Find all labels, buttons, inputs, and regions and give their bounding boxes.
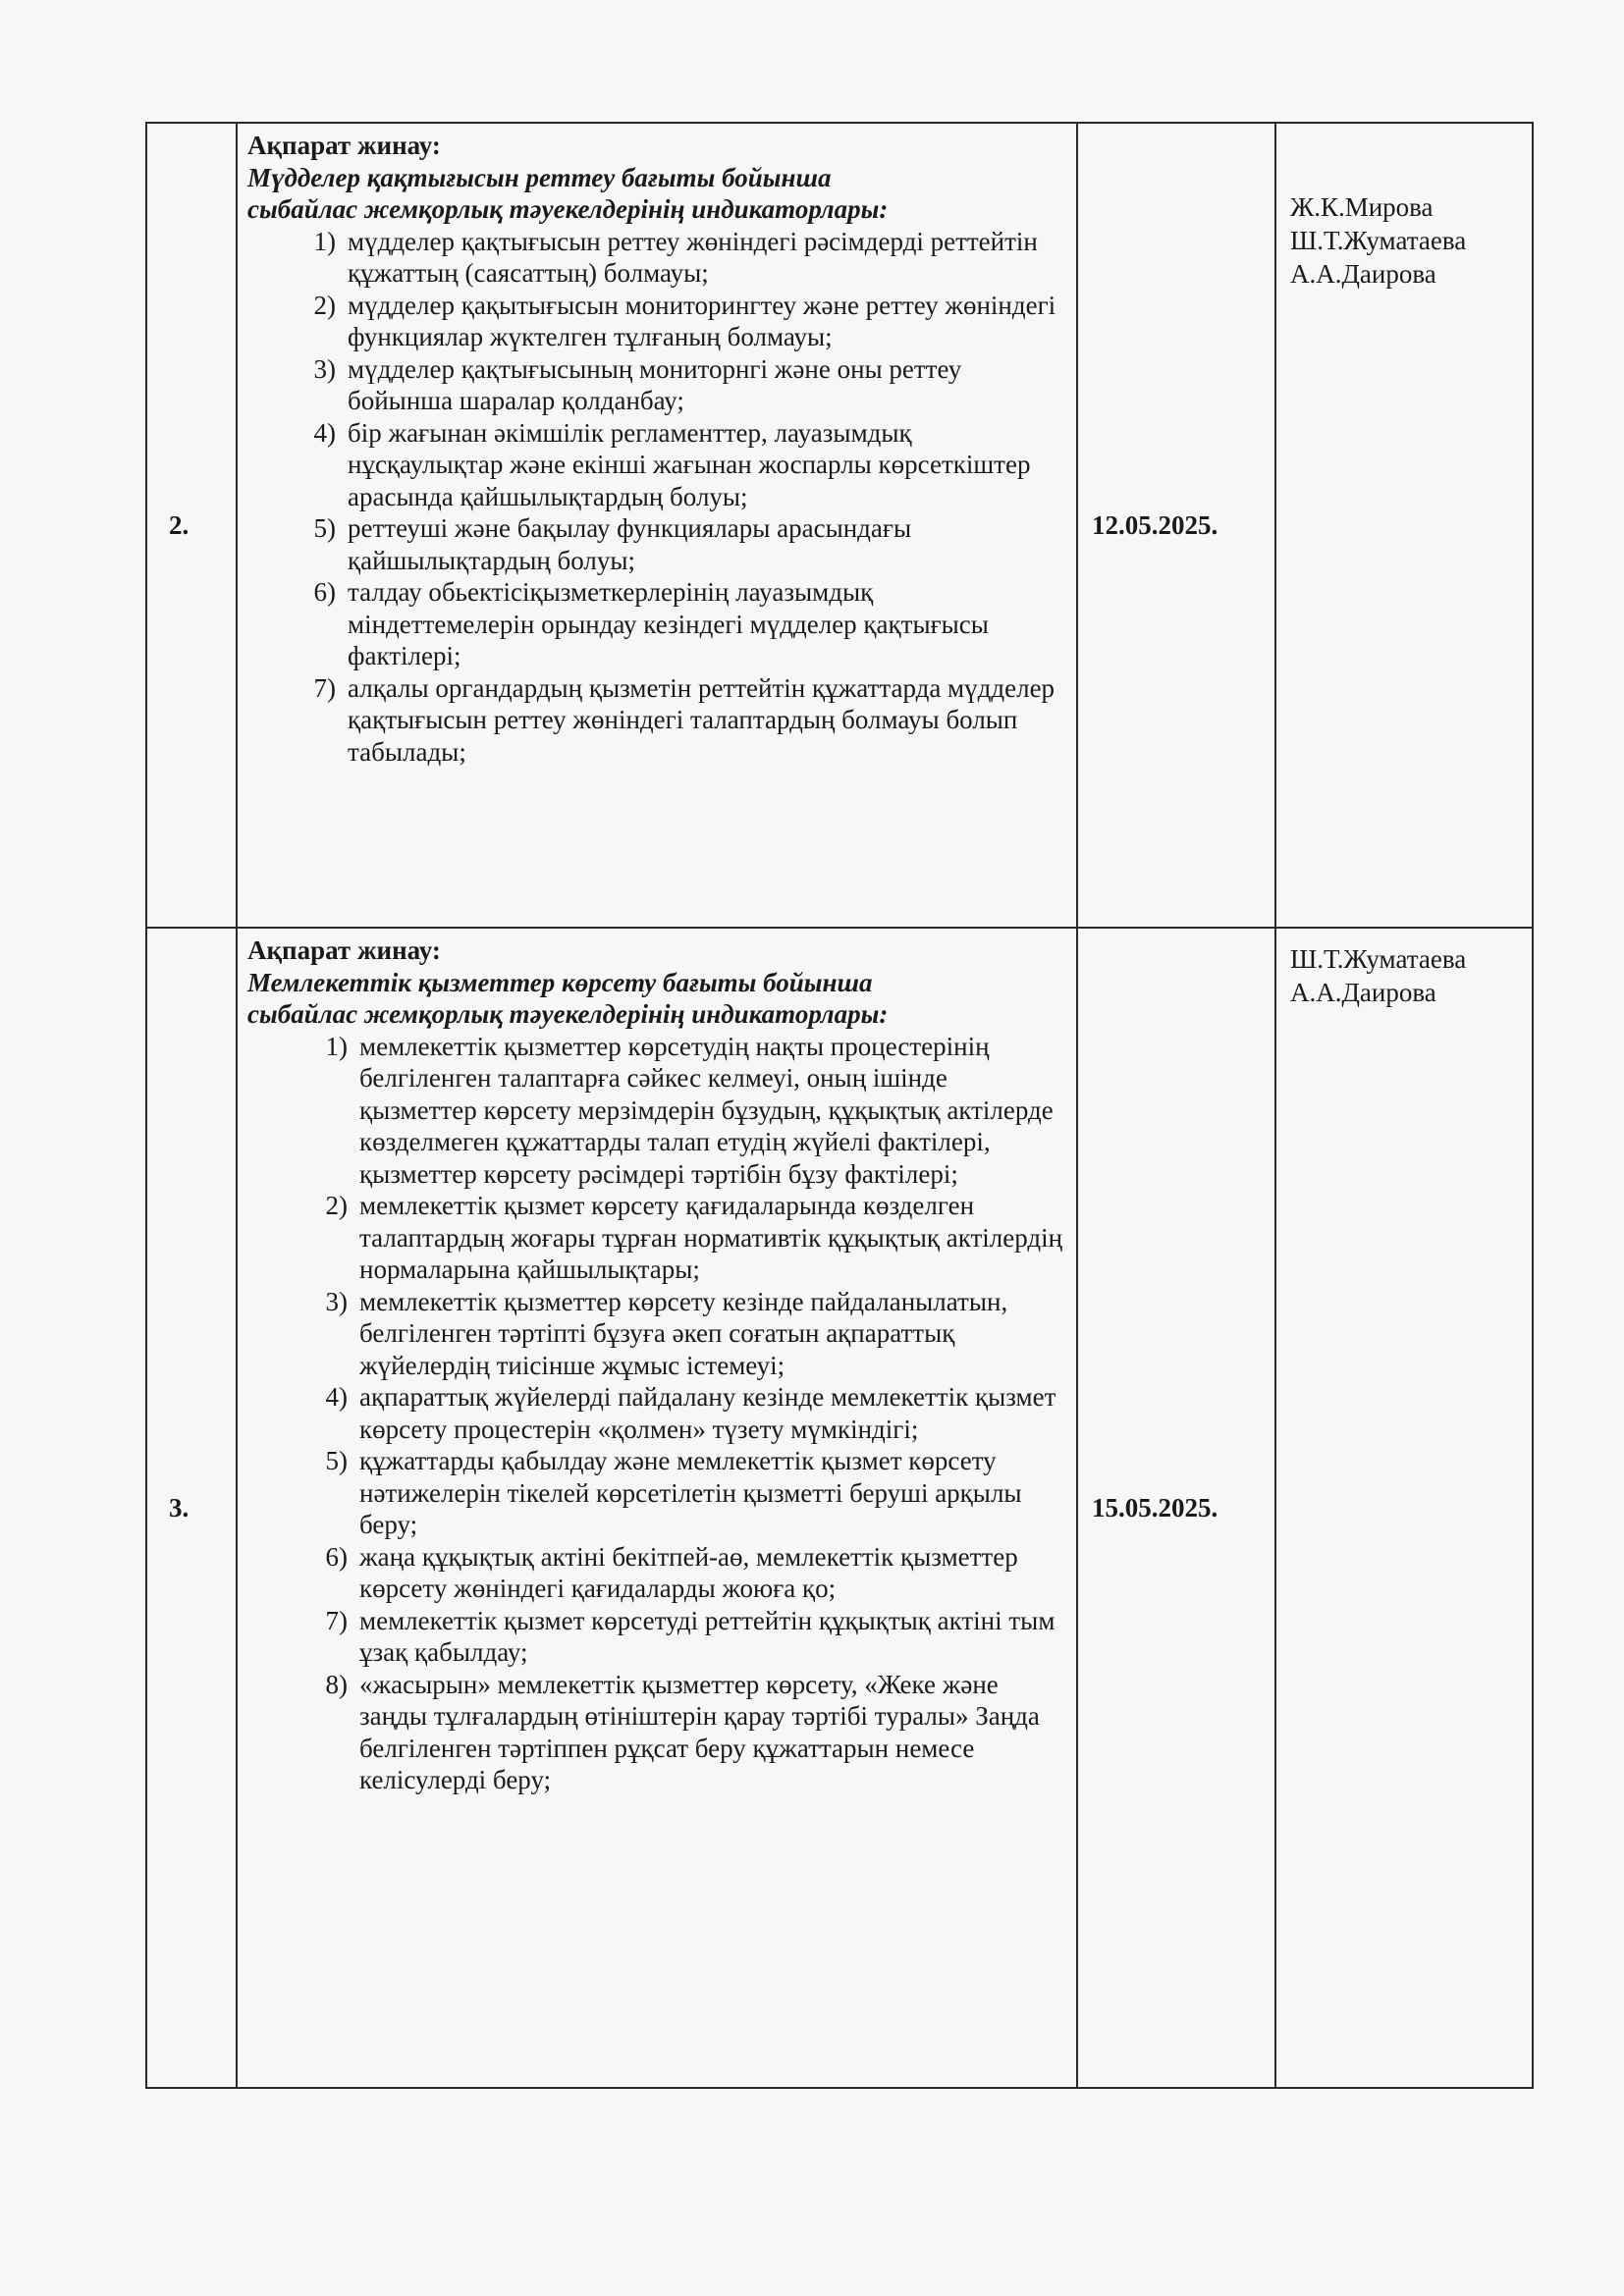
plan-table [145,122,1534,2089]
item-text: мүдделер қақтығысының мониторнгі және оны реттеу бойынша шаралар қолданбау; [348,353,962,415]
item-number: 8) [325,1669,348,1699]
list-item [247,1669,1066,1796]
row-number: 3. [146,928,237,2088]
list-item [247,1605,1066,1669]
item-number: 4) [313,417,336,448]
item-number: 5) [325,1446,348,1475]
item-text: талдау обьектісіқызметкерлерінің лауазымдық міндеттемелерін орындау кезіндегі мүдделер қақтығысы фактілері; [348,577,989,670]
list-item [247,1445,1066,1541]
list-item [247,290,1066,353]
item-number: 4) [325,1382,348,1412]
item-text: реттеуші және бақылау функциялары арасындағы қайшылықтардың болуы; [348,513,912,575]
list-item [247,226,1066,290]
item-number: 7) [313,672,336,703]
item-number: 1) [325,1031,348,1061]
list-item [247,512,1066,576]
list-item [247,576,1066,672]
responsible-person: Ж.К.Мирова [1290,192,1434,222]
item-text: жаңа құқықтық актіні бекітпей-аө, мемлекеттік қызметтер көрсету жөніндегі қағидаларды жоюға қо; [359,1541,1018,1603]
item-number: 3) [325,1286,348,1316]
responsible-cell [1275,928,1533,2088]
item-text: мемлекеттік қызметтер көрсетудің нақты процестерінің белгіленген талаптарға сәйкес келмеуі, оның ішінде қызметтер көрсету мерзімдерін бұзудың, құқықтық актілерде көзделмеген құжаттарды талап етудің жүйелі фактілері, қызметтер көрсету рәсімдері тәртібін бұзу фактілері; [359,1031,1054,1189]
responsible-person: Ш.Т.Жуматаева [1290,944,1467,974]
responsible-cell [1275,123,1533,928]
item-text: мүдделер қақтығысын реттеу жөніндегі рәсімдерді реттейтін құжаттың (саясаттың) болмауы; [348,226,1038,288]
item-text: мемлекеттік қызмет көрсетуді реттейтін құқықтық актіні тым ұзақ қабылдау; [359,1605,1056,1667]
section-title-line2: сыбайлас жемқорлық тәуекелдерінің индикаторлары: [247,999,889,1029]
responsible-person: Ш.Т.Жуматаева [1290,226,1467,255]
item-text: бір жағынан әкімшілік регламенттер, лауазымдық нұсқаулықтар және екінші жағынан жоспарлы көрсеткіштер арасында қайшылықтардың болуы; [348,417,1031,511]
item-number: 7) [325,1605,348,1635]
indicator-list [247,1031,1066,1796]
item-number: 2) [325,1191,348,1220]
due-date: 15.05.2025. [1077,928,1275,2088]
row-number: 2. [146,123,237,928]
item-text: алқалы органдардың қызметін реттейтін құжаттарда мүдделер қақтығысын реттеу жөніндегі талаптардың болмауы болып табылады; [348,672,1056,767]
item-text: мүдделер қақытығысын мониторингтеу және реттеу жөніндегі функциялар жүктелген тұлғаның болмауы; [348,290,1056,351]
responsible-person: А.А.Даирова [1290,259,1436,289]
section-label: Ақпарат жинау: [247,131,441,160]
item-number: 2) [313,290,336,320]
activity-cell [237,928,1077,2088]
item-text: мемлекеттік қызмет көрсету қағидаларында көзделген талаптардың жоғары тұрған нормативтік құқықтық актілердің нормаларына қайшылықтары; [359,1191,1063,1284]
item-text: мемлекеттік қызметтер көрсету кезінде пайдаланылатын, белгіленген тәртіпті бұзуға әкеп соғатын ақпараттық жүйелердің тиісінше жұмыс істемеуі; [359,1286,1008,1380]
section-title-line1: Мүдделер қақтығысын реттеу бағыты бойынша [247,162,832,192]
item-number: 3) [313,353,336,384]
table-row [146,123,1533,928]
list-item [247,353,1066,417]
list-item [247,1381,1066,1445]
indicator-list [247,226,1066,769]
item-number: 5) [313,513,336,543]
list-item [247,1190,1066,1286]
table-row [146,928,1533,2088]
due-date: 12.05.2025. [1077,123,1275,928]
list-item [247,1031,1066,1191]
list-item [247,1286,1066,1382]
responsible-person: А.А.Даирова [1290,978,1436,1007]
list-item [247,417,1066,513]
item-text: құжаттарды қабылдау және мемлекеттік қызмет көрсету нәтижелерін тікелей көрсетілетін қызметті беруші арқылы беру; [359,1446,1022,1539]
item-number: 1) [313,226,336,256]
item-text: «жасырын» мемлекеттік қызметтер көрсету, «Жеке және заңды тұлғалардың өтініштерін қарау тәртібі туралы» Заңда белгіленген тәртіппен рұқсат беру құжаттарын немесе келісулерді беру; [359,1669,1040,1794]
item-number: 6) [313,577,336,607]
item-number: 6) [325,1541,348,1572]
item-text: ақпараттық жүйелерді пайдалану кезінде мемлекеттік қызмет көрсету процестерін «қолмен» түзету мүмкіндігі; [359,1382,1056,1444]
section-title-line2: сыбайлас жемқорлық тәуекелдерінің индикаторлары: [247,194,889,224]
list-item [247,1541,1066,1605]
section-label: Ақпарат жинау: [247,935,441,965]
activity-cell [237,123,1077,928]
list-item [247,672,1066,769]
section-title-line1: Мемлекеттік қызметтер көрсету бағыты бойынша [247,967,873,997]
